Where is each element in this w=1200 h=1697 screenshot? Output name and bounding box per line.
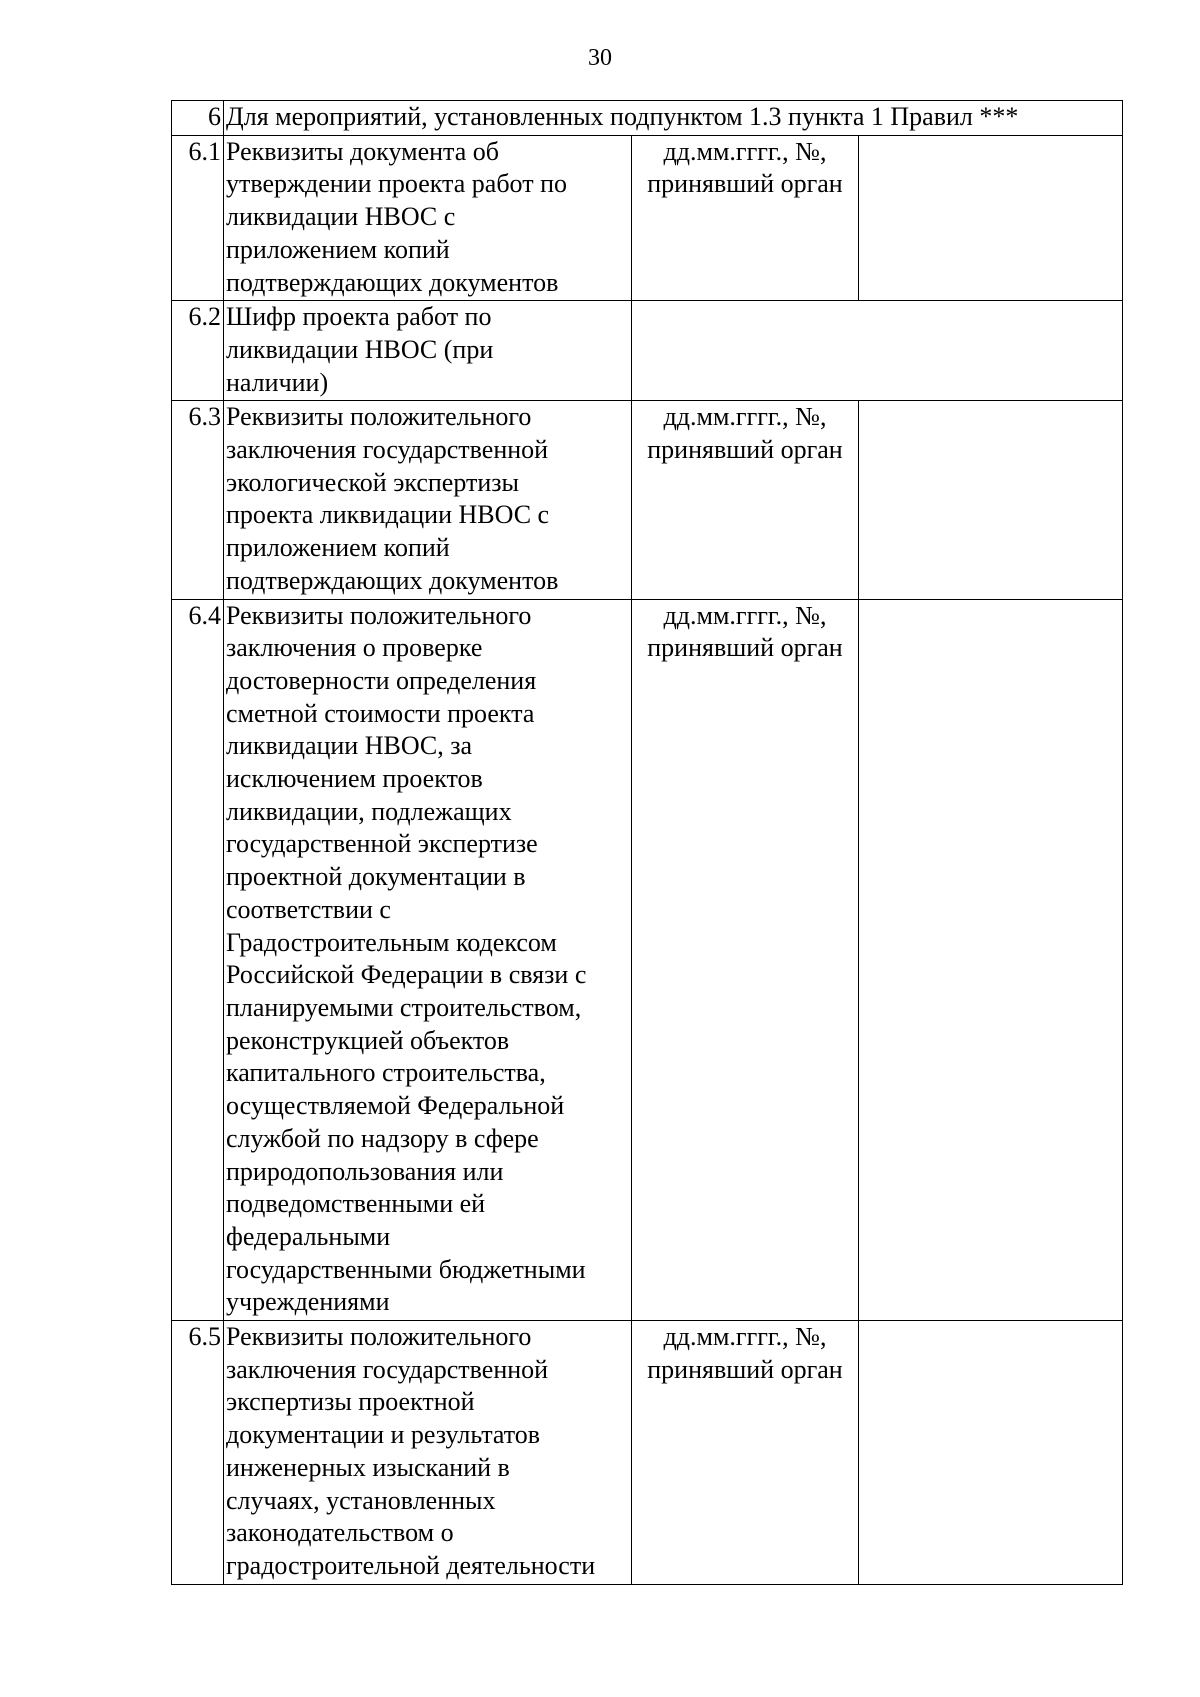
section-number: 6 [172,101,224,136]
row-number: 6.3 [172,401,224,599]
row-number: 6.4 [172,599,224,1320]
row-value-cell[interactable] [632,301,1123,401]
row-value-cell[interactable] [859,599,1123,1320]
row-format: дд.мм.гггг., №, принявший орган [632,599,859,1320]
table-row [172,135,1123,301]
table-row [172,301,1123,401]
requisites-table [171,100,1123,1585]
row-value-cell[interactable] [859,401,1123,599]
row-format: дд.мм.гггг., №, принявший орган [632,1321,859,1585]
table-row [172,599,1123,1320]
section-header-row [172,101,1123,136]
row-number: 6.2 [172,301,224,401]
row-value-cell[interactable] [859,1321,1123,1585]
row-description: Реквизиты положительного заключения государственной экспертизы проектной документации и результатов инженерных изысканий в случаях, установленных законодательством о градостроительной деятельности [224,1321,632,1585]
row-format: дд.мм.гггг., №, принявший орган [632,401,859,599]
row-number: 6.5 [172,1321,224,1585]
table-row [172,1321,1123,1585]
row-value-cell[interactable] [859,135,1123,301]
row-format: дд.мм.гггг., №, принявший орган [632,135,859,301]
page-number: 30 [588,45,612,71]
row-description: Реквизиты положительного заключения государственной экологической экспертизы проекта ликвидации НВОС с приложением копий подтверждающих документов [224,401,632,599]
row-description: Реквизиты документа об утверждении проекта работ по ликвидации НВОС с приложением копий подтверждающих документов [224,135,632,301]
row-description: Шифр проекта работ по ликвидации НВОС (при наличии) [224,301,632,401]
section-title: Для мероприятий, установленных подпунктом 1.3 пункта 1 Правил *** [224,101,1123,136]
row-number: 6.1 [172,135,224,301]
row-description: Реквизиты положительного заключения о проверке достоверности определения сметной стоимости проекта ликвидации НВОС, за исключением проектов ликвидации, подлежащих государственной экспертизе проектной документации в соответствии с Градостроительным кодексом Российской Федерации в связи с планируемыми строительством, реконструкцией объектов капитального строительства, осуществляемой Федеральной службой по надзору в сфере природопользования или подведомственными ей федеральными государственными бюджетными учреждениями [224,599,632,1320]
table-row [172,401,1123,599]
